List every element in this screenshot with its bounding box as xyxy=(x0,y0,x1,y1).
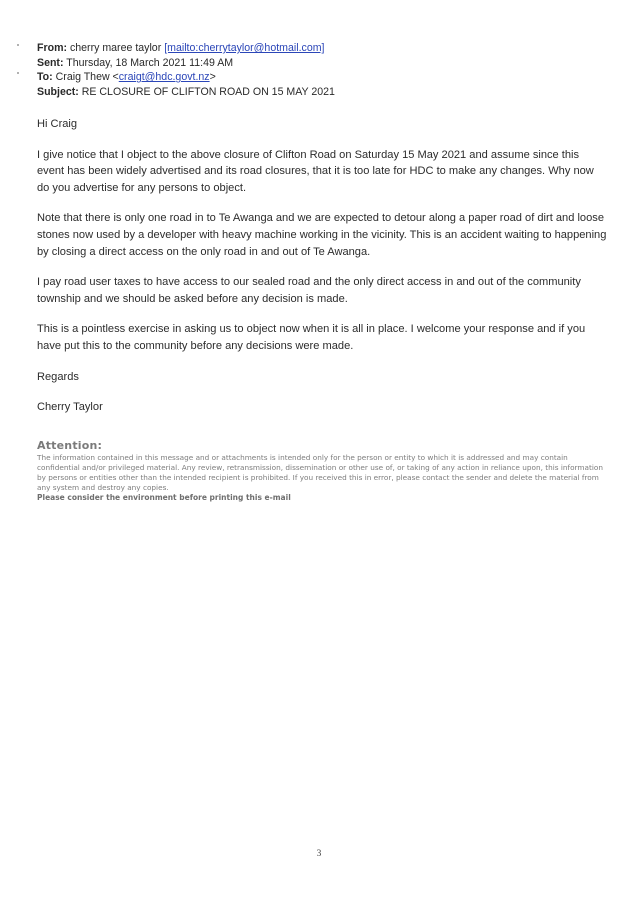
body-paragraph: I give notice that I object to the above closure of Clifton Road on Saturday 15 May 2021 and assume since this event has been widely advertised and its road closures, that it is too late for HDC to make any changes. Why now do you advertise for any persons to object. xyxy=(37,148,594,194)
attention-title: Attention: xyxy=(37,439,103,452)
email-header xyxy=(37,41,607,99)
closing: Regards xyxy=(37,370,79,383)
sent-line xyxy=(37,56,607,71)
sent-value: Thursday, 18 March 2021 11:49 AM xyxy=(66,56,234,69)
to-email-link[interactable]: craigt@hdc.govt.nz xyxy=(118,71,210,83)
scan-speck xyxy=(17,72,19,74)
from-name: cherry maree taylor xyxy=(69,42,162,54)
body-paragraph: I pay road user taxes to have access to our sealed road and the only direct access in and out of the community township and we should be asked before any decision is made. xyxy=(37,276,581,305)
subject-value: RE CLOSURE OF CLIFTON ROAD ON 15 MAY 2021 xyxy=(81,85,335,98)
scan-speck xyxy=(17,44,19,46)
to-line xyxy=(37,70,607,85)
greeting: Hi Craig xyxy=(37,118,78,130)
subject-label: Subject: xyxy=(37,85,79,98)
from-label: From: xyxy=(37,42,68,54)
subject-line xyxy=(37,85,607,100)
from-line xyxy=(37,41,607,56)
to-label: To: xyxy=(37,71,53,83)
from-mailto-link[interactable]: [mailto:cherrytaylor@hotmail.com] xyxy=(164,42,325,54)
body-paragraph: This is a pointless exercise in asking us to object now when it is all in place. I welcome your response and if you have put this to the community before any decisions were made. xyxy=(37,323,586,352)
environment-notice: Please consider the environment before printing this e-mail xyxy=(37,493,291,502)
attention-disclaimer xyxy=(37,439,607,503)
to-close: > xyxy=(209,71,216,83)
email-body xyxy=(37,116,609,430)
attention-text: The information contained in this message and or attachments is intended only for the person or entity to which it is addressed and may contain confidential and/or privileged material. Any review, retransmission, dissemination or other use of, or taking of any action in reliance upon, this information by persons or entities other than the intended recipient is prohibited. If you received this in error, please contact the sender and delete the material from any system and destroy any copies. xyxy=(37,453,603,492)
page-number: 3 xyxy=(316,849,322,859)
signature: Cherry Taylor xyxy=(37,401,103,414)
body-paragraph: Note that there is only one road in to Te Awanga and we are expected to detour along a paper road of dirt and loose stones now used by a developer with heavy machine working in the vicinity. This is an accident waiting to happening by closing a direct access on the only road in and out of Te Awanga. xyxy=(37,212,607,258)
sent-label: Sent: xyxy=(37,56,64,69)
to-name: Craig Thew < xyxy=(55,71,119,83)
